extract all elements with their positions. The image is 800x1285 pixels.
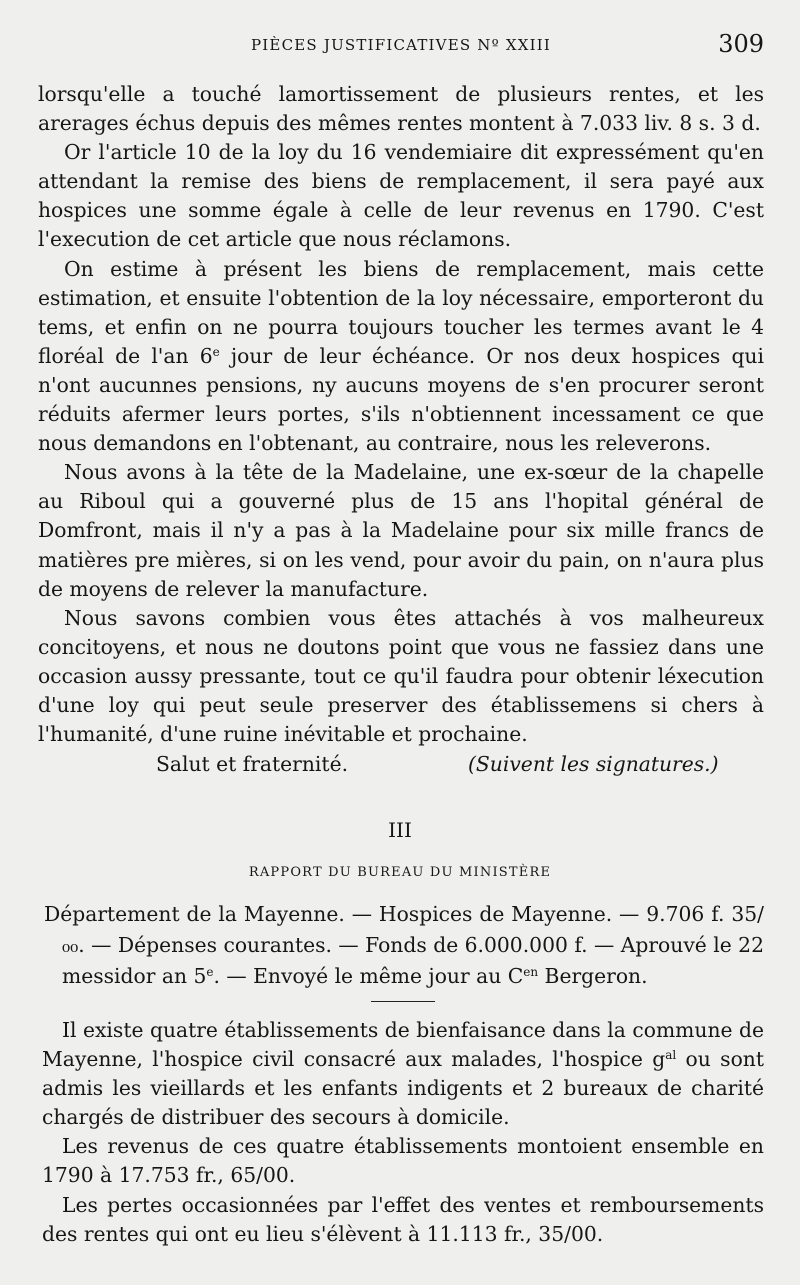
letter-text: [38, 80, 764, 780]
report-header-text: Bergeron.: [538, 964, 648, 988]
paragraph: Nous savons combien vous êtes attachés à vos malheureux concitoyens, et nous ne doutons point que vous ne fassiez dans une occasion aussy pressante, tout ce qu'il faudra pour obtenir léxecution d'une loy qui peut seule preserver des établissemens si chers à l'humanité, d'une ruine inévitable et prochaine.: [38, 605, 764, 747]
closing-line: [38, 750, 764, 780]
paragraph: Les revenus de ces quatre établissements montoient ensemble en 1790 à 17.753 fr., 65/00.: [42, 1134, 764, 1188]
signatures-note: (Suivent les signatures.): [468, 752, 719, 777]
superscript: en: [523, 965, 539, 979]
superscript: e: [212, 344, 220, 359]
paragraph: Nous avons à la tête de la Madelaine, une ex-sœur de la chapelle au Riboul qui a gouverné plus de 15 ans l'hopital général de Domfront, mais il n'y a pas à la Madelaine pour six mille francs de matières pre mières, si on les vend, pour avoir du pain, on n'aura plus de moyens de relever la manufacture.: [38, 460, 764, 601]
paragraph: Les pertes occasionnées par l'effet des ventes et remboursements des rentes qui ont eu lieu s'élèvent à 11.113 fr., 35/00.: [42, 1192, 764, 1246]
paragraph: lorsqu'elle a touché lamortissement de plusieurs rentes, et les arerages échus depuis des mêmes rentes montent à 7.033 liv. 8 s. 3 d.: [38, 82, 764, 136]
report-text: [42, 1016, 764, 1249]
running-title: PIÈCES JUSTIFICATIVES Nº XXIII: [251, 36, 551, 54]
paragraph-text: On estime à présent les biens de remplacement, mais cette estimation, et ensuite l'obtention de la loy nécessaire, emporteront du tems, et enfin on ne pourra toujours toucher les termes avant le 4 floréal de l'an 6: [38, 256, 764, 368]
page-header: [38, 30, 764, 64]
closing-salutation: Salut et fraternité.: [156, 752, 349, 777]
section-title: RAPPORT DU BUREAU DU MINISTÈRE: [248, 865, 552, 880]
report-header: [44, 899, 764, 992]
paragraph-text: jour de leur échéance. Or nos deux hospices qui n'ont aucunnes pensions, ny aucuns moyens de s'en procurer seront réduits afermer leurs portes, s'ils n'obtiennent incessament ce que nous demandons en l'obtenant, au contraire, nous les releverons.: [38, 343, 764, 456]
paragraph: [38, 255, 764, 459]
page-number: 309: [718, 30, 764, 58]
paragraph-text: Il existe quatre établissements de bienfaisance dans la commune de Mayenne, l'hospice civil consacré aux malades, l'hospice g: [42, 1018, 764, 1072]
paragraph: Or l'article 10 de la loy du 16 vendemiaire dit expressément qu'en attendant la remise des biens de remplacement, il sera payé aux hospices une somme égale à celle de leur revenus en 1790. C'est l'execution de cet article que nous réclamons.: [38, 140, 764, 252]
section-number: III: [388, 818, 412, 842]
superscript: al: [665, 1048, 677, 1063]
superscript: e: [206, 965, 214, 979]
report-header-paragraph: [44, 899, 764, 992]
paragraph-text: ou sont admis les vieillards et les enfants indigents et 2 bureaux de charité chargés de distribuer des secours à domicile.: [42, 1047, 764, 1130]
report-header-text: . — Envoyé le même jour au C: [213, 964, 524, 988]
section-divider: [371, 1001, 435, 1002]
paragraph: [42, 1016, 764, 1132]
report-header-text: Département de la Mayenne. — Hospices de Mayenne. — 9.706 f. 35/₀₀. — Dépenses courantes. — Fonds de 6.000.000 f. — Aprouvé le 22 messidor an 5: [44, 902, 764, 988]
